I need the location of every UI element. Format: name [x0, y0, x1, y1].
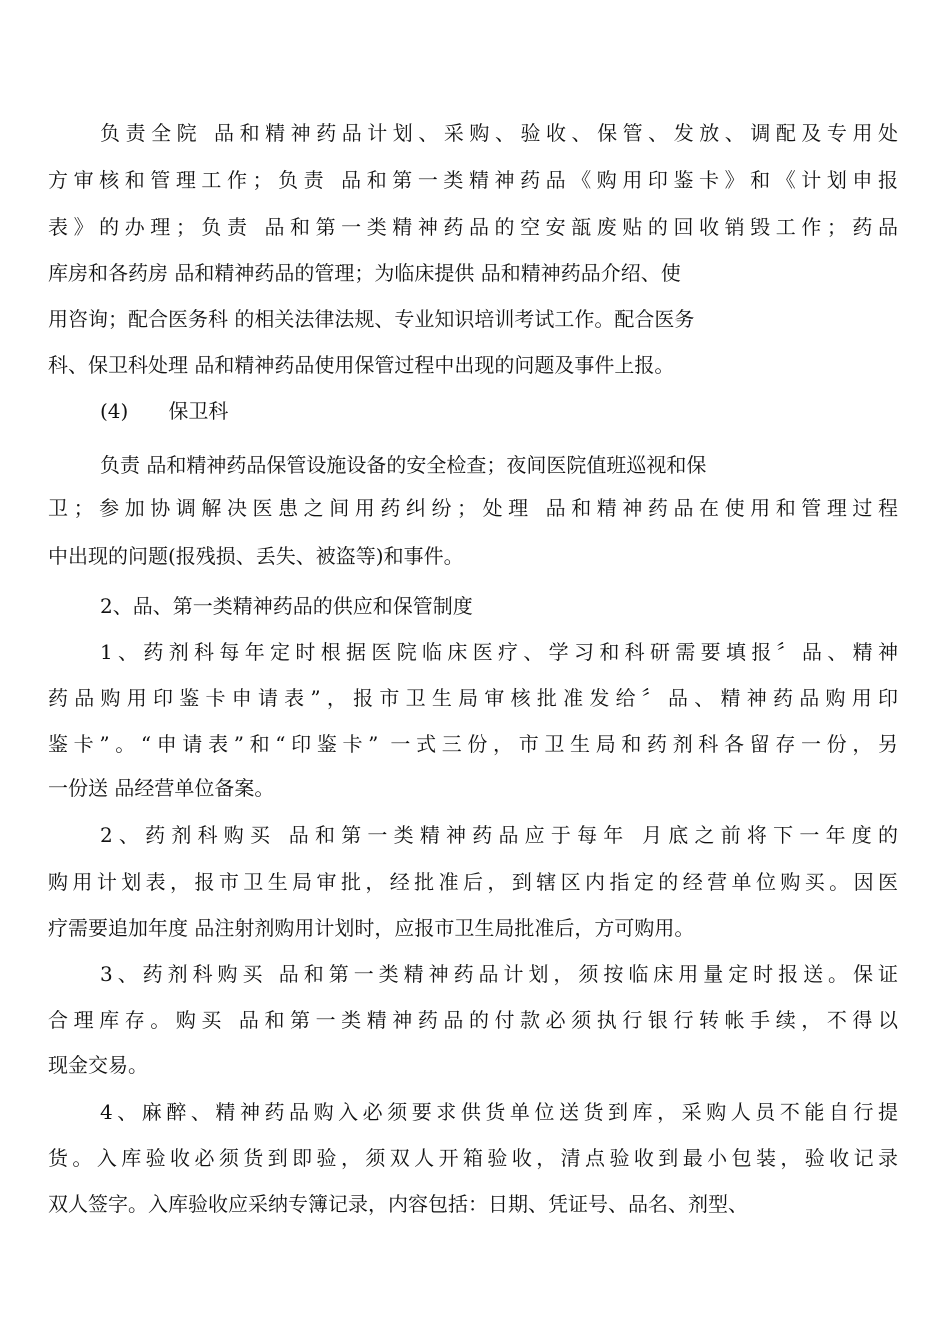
- paragraph-line: 负责全院 品和精神药品计划、采购、验收、保管、发放、调配及专用处: [100, 121, 898, 145]
- paragraph-line: 合理库存。购买 品和第一类精神药品的付款必须执行银行转帐手续，不得以: [48, 1008, 898, 1032]
- paragraph-line: 用咨询；配合医务科 的相关法律法规、专业知识培训考试工作。配合医务: [48, 307, 695, 331]
- paragraph-line: 现金交易。: [48, 1053, 148, 1077]
- paragraph-line: 4、麻醉、精神药品购入必须要求供货单位送货到库，采购人员不能自行提: [100, 1100, 898, 1124]
- paragraph-line: 方审核和管理工作；负责 品和第一类精神药品《购用印鉴卡》和《计划申报: [48, 168, 898, 192]
- paragraph-line: 疗需要追加年度 品注射剂购用计划时，应报市卫生局批准后，方可购用。: [48, 916, 695, 940]
- paragraph-line: 科、保卫科处理 品和精神药品使用保管过程中出现的问题及事件上报。: [48, 353, 675, 377]
- paragraph-line: 2、药剂科购买 品和第一类精神药品应于每年 月底之前将下一年度的: [100, 823, 898, 847]
- section-heading: (4) 保卫科: [100, 399, 229, 423]
- paragraph-line: 卫；参加协调解决医患之间用药纠纷；处理 品和精神药品在使用和管理过程: [48, 496, 898, 520]
- paragraph-line: 药品购用印鉴卡申请表”，报市卫生局审核批准发给〞品、精神药品购用印: [48, 686, 898, 710]
- paragraph-line: 1、药剂科每年定时根据医院临床医疗、学习和科研需要填报〞品、精神: [100, 640, 898, 664]
- paragraph-line: 中出现的问题(报残损、丢失、被盗等)和事件。: [48, 544, 464, 568]
- paragraph-line: 货。入库验收必须货到即验，须双人开箱验收，清点验收到最小包装，验收记录: [48, 1146, 898, 1170]
- paragraph-line: 双人签字。入库验收应采纳专簿记录，内容包括：日期、凭证号、品名、剂型、: [48, 1192, 748, 1216]
- paragraph-line: 3、药剂科购买 品和第一类精神药品计划，须按临床用量定时报送。保证: [100, 962, 898, 986]
- section-heading: 2、品、第一类精神药品的供应和保管制度: [100, 594, 473, 618]
- paragraph-line: 负责 品和精神药品保管设施设备的安全检查；夜间医院值班巡视和保: [100, 453, 707, 477]
- paragraph-line: 购用计划表，报市卫生局审批，经批准后，到辖区内指定的经营单位购买。因医: [48, 870, 898, 894]
- paragraph-line: 鉴卡”。“申请表”和“印鉴卡” 一式三份，市卫生局和药剂科各留存一份，另: [48, 732, 898, 756]
- paragraph-line: 表》的办理；负责 品和第一类精神药品的空安瓿废贴的回收销毁工作；药品: [48, 215, 898, 239]
- paragraph-line: 库房和各药房 品和精神药品的管理；为临床提供 品和精神药品介绍、使: [48, 261, 681, 285]
- paragraph-line: 一份送 品经营单位备案。: [48, 776, 275, 800]
